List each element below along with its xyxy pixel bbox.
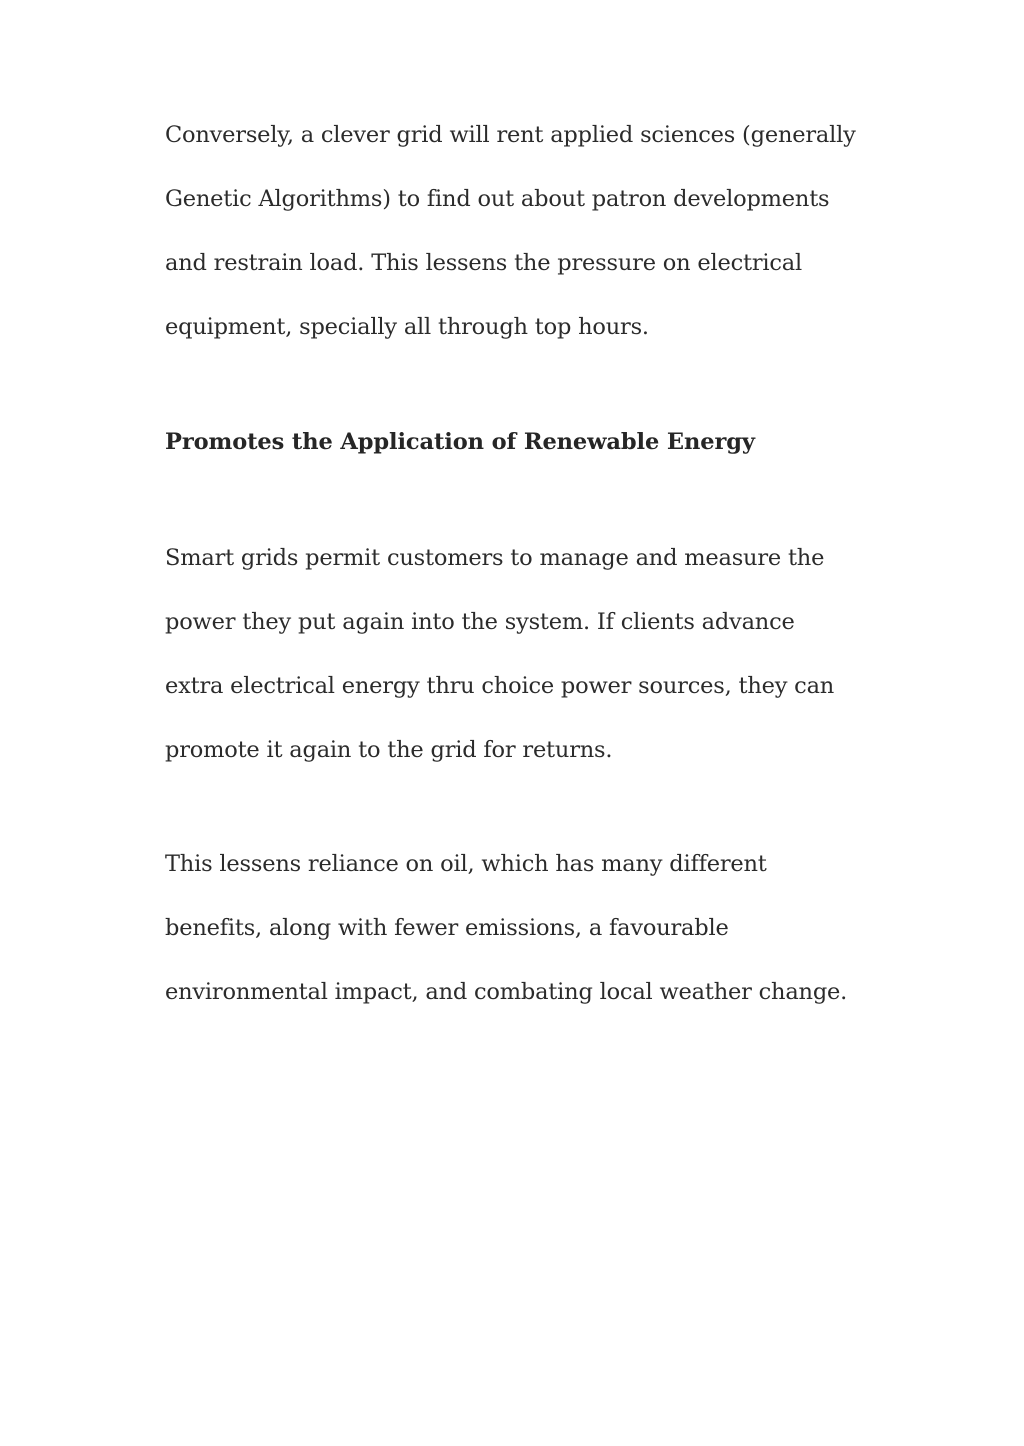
paragraph-1-line-3: and restrain load. This lessens the pressure on electrical	[165, 250, 802, 276]
paragraph-3-line-2: benefits, along with fewer emissions, a favourable	[165, 915, 729, 941]
paragraph-2-line-4: promote it again to the grid for returns.	[165, 737, 613, 763]
paragraph-1-line-4: equipment, specially all through top hours.	[165, 314, 649, 340]
section-heading: Promotes the Application of Renewable Energy	[165, 429, 755, 455]
paragraph-2-line-3: extra electrical energy thru choice power sources, they can	[165, 673, 835, 699]
paragraph-1-line-2: Genetic Algorithms) to find out about patron developments	[165, 186, 830, 212]
paragraph-3-line-3: environmental impact, and combating local weather change.	[165, 979, 848, 1005]
paragraph-2-line-1: Smart grids permit customers to manage and measure the	[165, 545, 825, 571]
paragraph-1-line-1: Conversely, a clever grid will rent applied sciences (generally	[165, 122, 856, 148]
paragraph-2-line-2: power they put again into the system. If clients advance	[165, 609, 795, 635]
paragraph-3-line-1: This lessens reliance on oil, which has many different	[165, 851, 767, 877]
